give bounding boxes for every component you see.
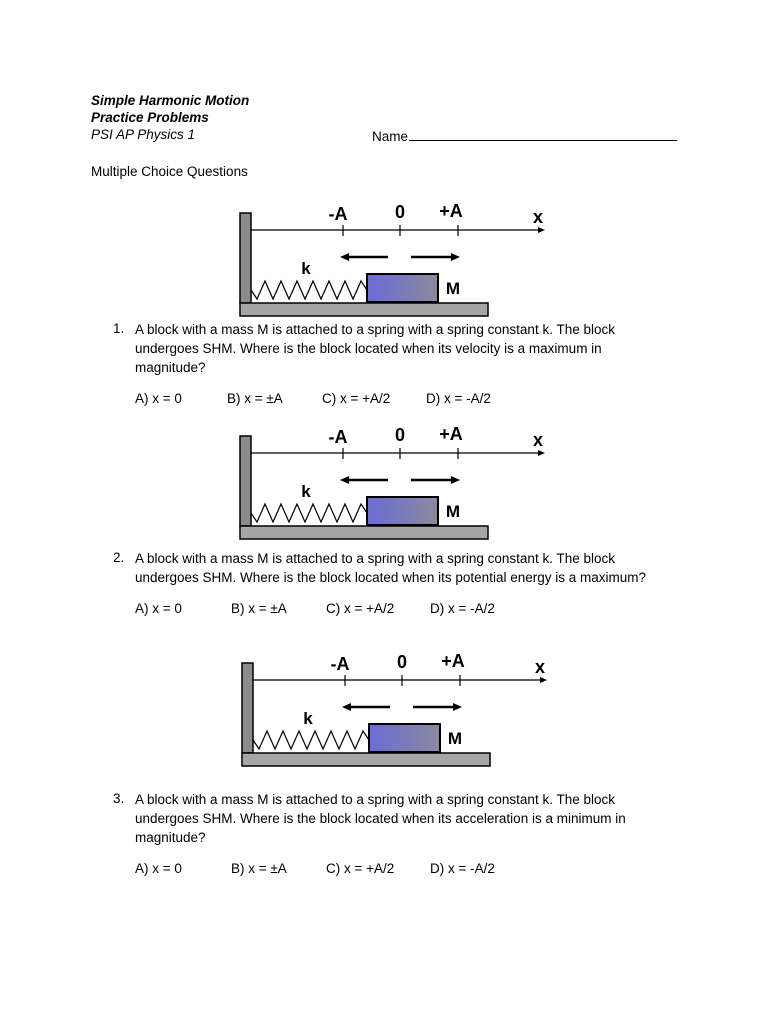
label-x-axis: x (534, 657, 546, 677)
label-zero: 0 (396, 652, 408, 672)
question-1-number: 1. (113, 321, 125, 336)
x-axis-arrowhead (538, 450, 545, 456)
mass-block (369, 724, 440, 752)
choice-a[interactable]: A) x = 0 (135, 391, 182, 406)
choice-b[interactable]: B) x = ±A (231, 861, 287, 876)
worksheet-subtitle: Practice Problems (91, 110, 209, 125)
choice-d[interactable]: D) x = -A/2 (430, 861, 495, 876)
choice-a[interactable]: A) x = 0 (135, 601, 182, 616)
floor (242, 753, 490, 766)
name-label: Name (372, 129, 409, 144)
name-field[interactable] (372, 126, 677, 146)
label-neg-amp: -A (330, 654, 350, 674)
name-blank-line[interactable] (409, 126, 677, 141)
floor (240, 526, 488, 539)
choice-d[interactable]: D) x = -A/2 (426, 391, 491, 406)
section-heading: Multiple Choice Questions (91, 164, 248, 179)
question-3-number: 3. (113, 791, 125, 806)
mass-block (367, 497, 438, 525)
wall (242, 663, 253, 753)
left-arrow-head (340, 253, 349, 261)
choice-c[interactable]: C) x = +A/2 (326, 861, 395, 876)
question-1-text: A block with a mass M is attached to a spring with a spring constant k. The block undergoes SHM. Where is the block located when its velocity is a maximum in magnitude? (135, 322, 615, 375)
course-name: PSI AP Physics 1 (91, 127, 196, 142)
right-arrow-head (453, 703, 462, 711)
label-zero: 0 (394, 425, 406, 445)
right-arrow-head (451, 476, 460, 484)
label-mass: M (447, 729, 463, 748)
shm-diagram-1 (236, 198, 556, 320)
spring (253, 731, 369, 749)
label-zero: 0 (394, 202, 406, 222)
question-3-text: A block with a mass M is attached to a spring with a spring constant k. The block undergoes SHM. Where is the block located when its acceleration is a minimum in magnitude? (135, 792, 626, 845)
left-arrow-head (342, 703, 351, 711)
label-mass: M (445, 502, 461, 521)
spring (251, 281, 367, 299)
label-pos-amp: +A (439, 201, 463, 221)
worksheet-title: Simple Harmonic Motion (91, 93, 250, 108)
label-spring-constant: k (301, 482, 311, 501)
x-axis-arrowhead (538, 227, 545, 233)
label-spring-constant: k (301, 259, 311, 278)
label-pos-amp: +A (441, 651, 465, 671)
wall (240, 213, 251, 303)
choice-b[interactable]: B) x = ±A (231, 601, 287, 616)
choice-a[interactable]: A) x = 0 (135, 861, 182, 876)
label-pos-amp: +A (439, 424, 463, 444)
x-axis-arrowhead (540, 677, 547, 683)
shm-diagram-3 (238, 648, 558, 770)
choice-b[interactable]: B) x = ±A (227, 391, 283, 406)
choice-d[interactable]: D) x = -A/2 (430, 601, 495, 616)
label-x-axis: x (532, 207, 544, 227)
question-2-number: 2. (113, 550, 125, 565)
right-arrow-head (451, 253, 460, 261)
label-spring-constant: k (303, 709, 313, 728)
shm-diagram-2 (236, 421, 556, 543)
wall (240, 436, 251, 526)
mass-block (367, 274, 438, 302)
choice-c[interactable]: C) x = +A/2 (326, 601, 395, 616)
label-x-axis: x (532, 430, 544, 450)
label-mass: M (445, 279, 461, 298)
label-neg-amp: -A (328, 427, 348, 447)
floor (240, 303, 488, 316)
spring (251, 504, 367, 522)
question-2-text: A block with a mass M is attached to a spring with a spring constant k. The block undergoes SHM. Where is the block located when its potential energy is a maximum? (135, 551, 646, 585)
label-neg-amp: -A (328, 204, 348, 224)
left-arrow-head (340, 476, 349, 484)
choice-c[interactable]: C) x = +A/2 (322, 391, 391, 406)
